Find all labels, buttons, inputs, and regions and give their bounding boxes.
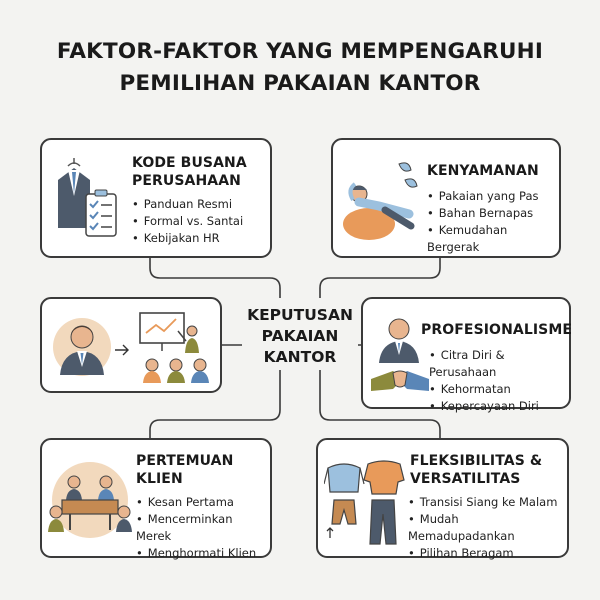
list-item: • Pakaian yang Pas [427,188,559,205]
list-item: • Citra Diri & Perusahaan [429,347,569,381]
list-item: • Bahan Bernapas [427,205,559,222]
card-professionalism-list [429,347,569,415]
list-item: • Transisi Siang ke Malam [408,494,567,511]
center-line-3: KANTOR [263,348,337,366]
card-comfort-list [427,188,559,256]
card-presentation [40,297,222,393]
center-line-2: PAKAIAN [261,327,339,345]
card-comfort-title-line-1: KENYAMANAN [427,163,539,179]
list-item: • Kesan Pertama [136,494,270,511]
list-item: • Kebijakan HR [132,230,243,247]
card-comfort-title [427,162,539,180]
center-line-1: KEPUTUSAN [247,306,353,324]
card-flexibility-title-line-1: FLEKSIBILITAS & [410,453,543,469]
list-item: • Panduan Resmi [132,196,243,213]
page-title-line-2: PEMILIHAN PAKAIAN KANTOR [119,71,481,96]
list-item: • Mudah Memadupadankan [408,511,567,545]
list-item: • Formal vs. Santai [132,213,243,230]
suit-checklist-icon [50,150,124,250]
card-flexibility-title [410,452,542,488]
page-title-line-1: FAKTOR-FAKTOR YANG MEMPENGARUHI [56,39,544,64]
clothes-rack-icon [324,454,408,548]
list-item: • Pilihan Beragam [408,545,567,562]
card-flexibility-list [408,494,567,562]
card-comfort [331,138,561,258]
connector-comfort [320,258,440,298]
card-client-meeting-title [136,452,233,488]
card-dress-code-title [132,154,247,190]
center-decision-label [222,305,378,368]
connector-dress-code [150,258,280,298]
list-item: • Kepercayaan Diri [429,398,569,415]
card-client-meeting-title-line-2: KLIEN [136,471,183,487]
card-client-meeting-title-line-1: PERTEMUAN [136,453,234,469]
list-item: • Mencerminkan Merek [136,511,270,545]
list-item: • Kehormatan [429,381,569,398]
card-dress-code-list [132,196,243,247]
card-professionalism [361,297,573,413]
card-professionalism-title [421,321,572,339]
card-client-meeting [40,438,272,558]
card-dress-code-title-line-2: PERUSAHAAN [132,173,241,189]
card-dress-code-title-line-1: KODE BUSANA [132,155,247,171]
list-item: • Menghormati Klien [136,545,270,562]
presentation-audience-icon [134,309,218,387]
arrow-right-icon [114,341,130,353]
card-flexibility [316,438,569,558]
card-flexibility-title-line-2: VERSATILITAS [410,471,521,487]
list-item: • Kemudahan Bergerak [427,222,559,256]
card-dress-code [40,138,272,258]
businessman-icon [52,311,112,383]
card-professionalism-title-line-1: PROFESIONALISME [421,322,573,338]
card-client-meeting-list [136,494,270,562]
relaxing-person-icon [339,154,423,246]
meeting-table-icon [48,456,132,546]
